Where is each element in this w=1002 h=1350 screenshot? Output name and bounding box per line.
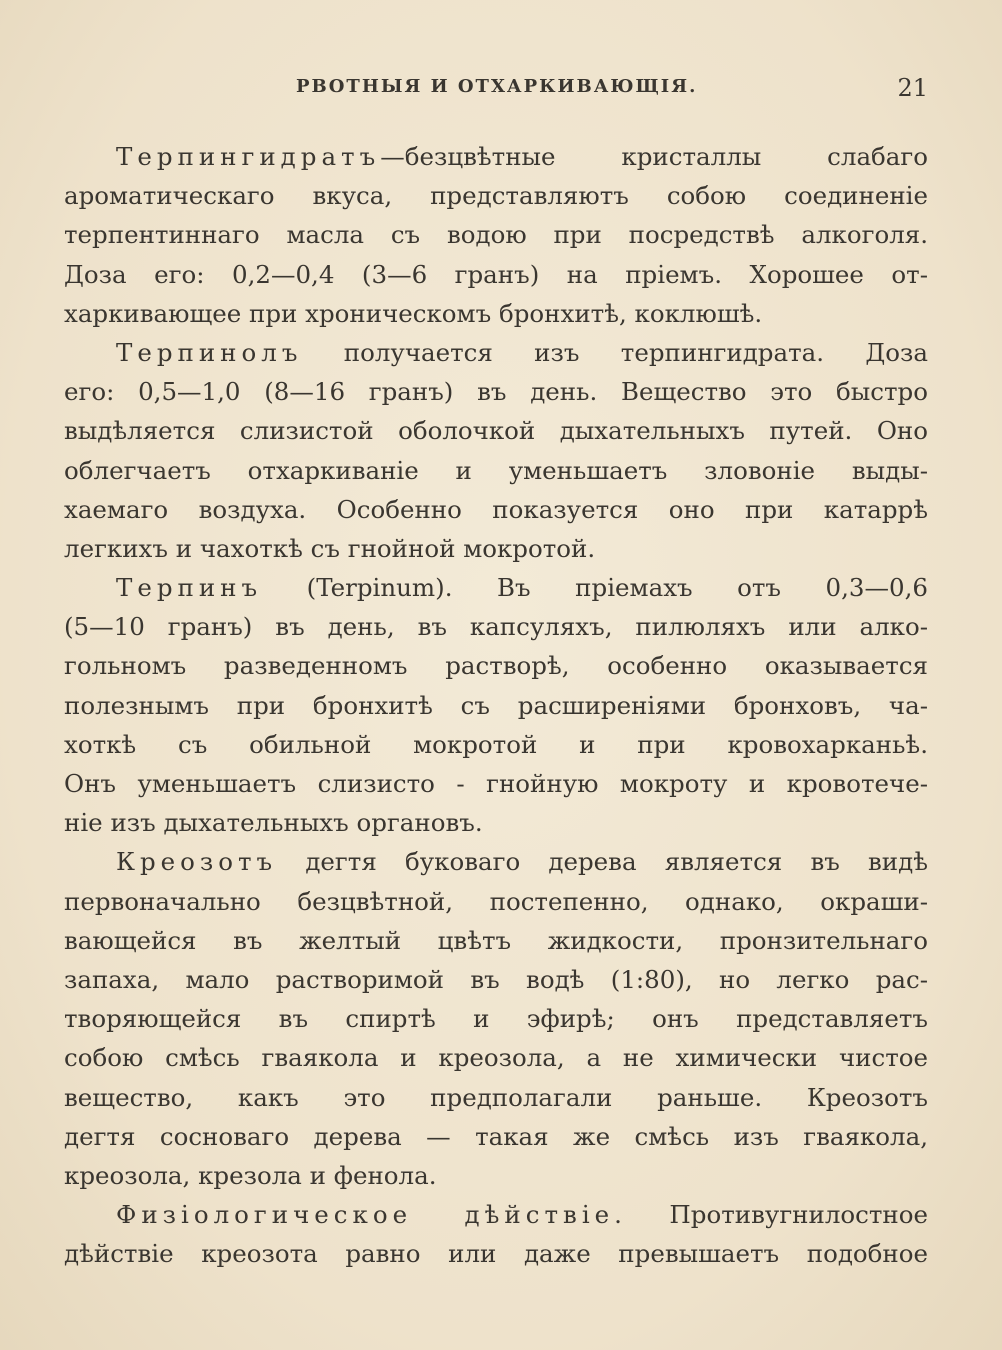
text-line: дегтя сосноваго дерева — такая же смѣсь изъ гваякола, <box>64 1121 928 1151</box>
text-line: терпентиннаго масла съ водою при посредствѣ алкоголя. <box>64 220 928 250</box>
text-line: гольномъ разведенномъ растворѣ, особенно оказывается <box>64 651 928 681</box>
body-text <box>64 137 928 1273</box>
text-line: харкивающее при хроническомъ бронхитѣ, коклюшѣ. <box>64 298 763 328</box>
text-line: Онъ уменьшаетъ слизисто - гнойную мокроту и кровотече- <box>64 769 928 798</box>
text-line: облегчаетъ отхаркиванiе и уменьшаетъ зловонiе выды- <box>64 455 928 485</box>
text-line: Физiологическое дѣйствiе. Противугнилостное <box>116 1200 928 1230</box>
term-terpin: Терпинъ <box>116 573 263 603</box>
text-line: Терпинъ (Terpinum). Въ прiемахъ отъ 0,3—0,6 <box>116 573 928 603</box>
text-line: (5—10 гранъ) въ день, въ капсуляхъ, пилюляхъ или алко- <box>64 612 928 642</box>
text-line: креозола, крезола и фенола. <box>64 1160 437 1190</box>
text-line: творяющейся въ спиртѣ и эфирѣ; онъ представляетъ <box>64 1004 928 1034</box>
text-line: ароматическаго вкуса, представляютъ собою соединенiе <box>64 181 928 211</box>
text-line: собою смѣсь гваякола и креозола, а не химически чистое <box>64 1043 928 1073</box>
text-line: Доза его: 0,2—0,4 (3—6 гранъ) на прiемъ. Хорошее от- <box>64 259 928 289</box>
text-line: полезнымъ при бронхитѣ съ расширенiями бронховъ, ча- <box>64 690 928 720</box>
page-number: 21 <box>897 74 928 102</box>
term-physiological-action: Физiологическое дѣйствiе <box>116 1200 615 1230</box>
text-line: легкихъ и чахоткѣ съ гнойной мокротой. <box>64 533 596 563</box>
term-terpinol: Терпинолъ <box>116 337 303 367</box>
text-line: первоначально безцвѣтной, постепенно, однако, окраши- <box>64 886 928 916</box>
text-line: вещество, какъ это предполагали раньше. Креозотъ <box>64 1082 928 1112</box>
text-line: выдѣляется слизистой оболочкой дыхательныхъ путей. Оно <box>64 416 928 446</box>
page-header <box>64 74 928 108</box>
text-line: хаемаго воздуха. Особенно показуется оно при катаррѣ <box>64 494 928 524</box>
text-line: хоткѣ съ обильной мокротой и при кровохарканьѣ. <box>64 729 928 759</box>
text-line: нiе изъ дыхательныхъ органовъ. <box>64 808 483 838</box>
text-line: Терпингидратъ—безцвѣтные кристаллы слабаго <box>116 142 928 171</box>
term-kreozot: Креозотъ <box>116 847 278 877</box>
text-line: дѣйствiе креозота равно или даже превышаетъ подобное <box>64 1239 928 1269</box>
running-head: РВОТНЫЯ И ОТХАРКИВАЮЩІЯ. <box>296 76 698 97</box>
text-line: вающейся въ желтый цвѣтъ жидкости, пронзительнаго <box>64 925 928 955</box>
text-line: Терпинолъ получается изъ терпингидрата. Доза <box>116 337 928 367</box>
text-line: его: 0,5—1,0 (8—16 гранъ) въ день. Вещество это быстро <box>64 377 928 407</box>
term-terpingidrat: Терпингидратъ <box>116 142 381 171</box>
text-line: Креозотъ дегтя буковаго дерева является въ видѣ <box>116 847 928 877</box>
text-line: запаха, мало растворимой въ водѣ (1:80), но легко рас- <box>64 964 928 994</box>
